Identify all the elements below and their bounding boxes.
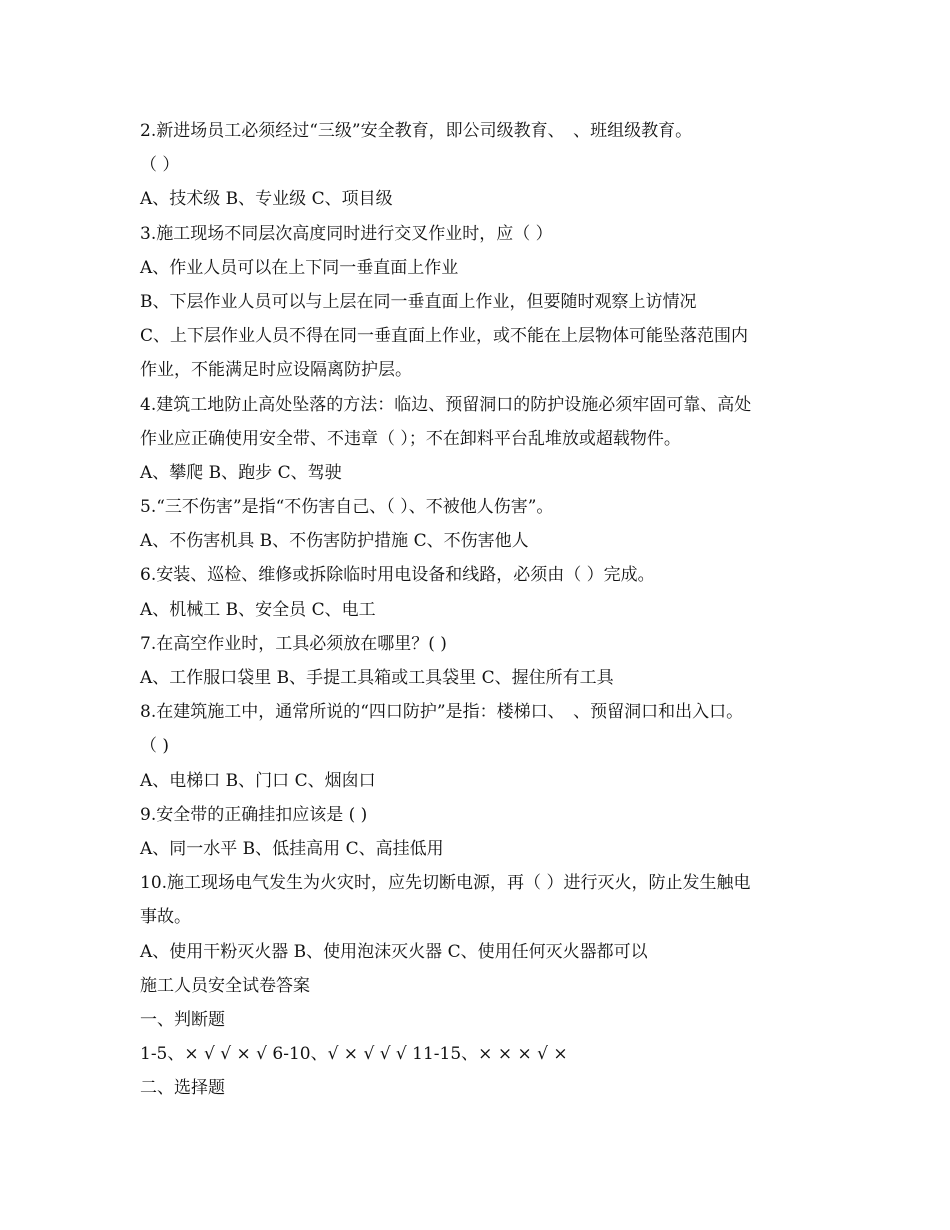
question-6-options: A、机械工 B、安全员 C、电工: [140, 599, 376, 620]
answer-true-false-list: 1-5、× √ √ × √ 6-10、√ × √ √ √ 11-15、× × × √ ×: [140, 1044, 568, 1065]
question-10-text: 10.施工现场电气发生为火灾时，应先切断电源，再（ ）进行灭火，防止发生触电: [140, 873, 751, 894]
answer-section-multiple-choice-heading: 二、选择题: [140, 1078, 225, 1099]
question-2-options: A、技术级 B、专业级 C、项目级: [140, 189, 393, 210]
question-5-options: A、不伤害机具 B、不伤害防护措施 C、不伤害他人: [140, 531, 529, 552]
question-4-text: 4.建筑工地防止高处坠落的方法：临边、预留洞口的防护设施必须牢固可靠、高处: [140, 394, 752, 415]
question-8-text: 8.在建筑施工中，通常所说的“四口防护”是指：楼梯口、 、预留洞口和出入口。: [140, 702, 744, 723]
question-8-blank: （ ): [140, 736, 170, 757]
question-2-blank: （ ）: [140, 155, 180, 176]
question-3-option-b: B、下层作业人员可以与上层在同一垂直面上作业，但要随时观察上访情况: [140, 291, 697, 312]
question-6-text: 6.安装、巡检、维修或拆除临时用电设备和线路，必须由（ ）完成。: [140, 565, 655, 586]
question-3-text: 3.施工现场不同层次高度同时进行交叉作业时，应（ ）: [140, 223, 553, 244]
answer-key-title: 施工人员安全试卷答案: [140, 975, 310, 996]
question-10-options: A、使用干粉灭火器 B、使用泡沫灭火器 C、使用任何灭火器都可以: [140, 941, 648, 962]
question-9-options: A、同一水平 B、低挂高用 C、高挂低用: [140, 838, 444, 859]
question-3-option-c: C、上下层作业人员不得在同一垂直面上作业，或不能在上层物体可能坠落范围内: [140, 326, 749, 347]
document-page: [140, 114, 830, 1105]
question-10-text-continued: 事故。: [140, 907, 191, 928]
question-4-text-continued: 作业应正确使用安全带、不违章（ ）；不在卸料平台乱堆放或超载物件。: [140, 428, 681, 449]
question-5-text: 5.“三不伤害”是指“不伤害自己、（ ）、不被他人伤害”。: [140, 497, 554, 518]
answer-section-true-false-heading: 一、判断题: [140, 1009, 225, 1030]
question-4-options: A、攀爬 B、跑步 C、驾驶: [140, 462, 342, 483]
question-8-options: A、电梯口 B、门口 C、烟囱口: [140, 770, 376, 791]
question-7-text: 7.在高空作业时，工具必须放在哪里？( ): [140, 633, 447, 654]
question-2-text: 2.新进场员工必须经过“三级”安全教育，即公司级教育、 、班组级教育。: [140, 121, 693, 141]
question-3-option-a: A、作业人员可以在上下同一垂直面上作业: [140, 257, 459, 278]
question-9-text: 9.安全带的正确挂扣应该是 ( ): [140, 804, 368, 825]
question-3-option-c-continued: 作业，不能满足时应设隔离防护层。: [140, 360, 412, 381]
question-7-options: A、工作服口袋里 B、手提工具箱或工具袋里 C、握住所有工具: [140, 668, 614, 688]
